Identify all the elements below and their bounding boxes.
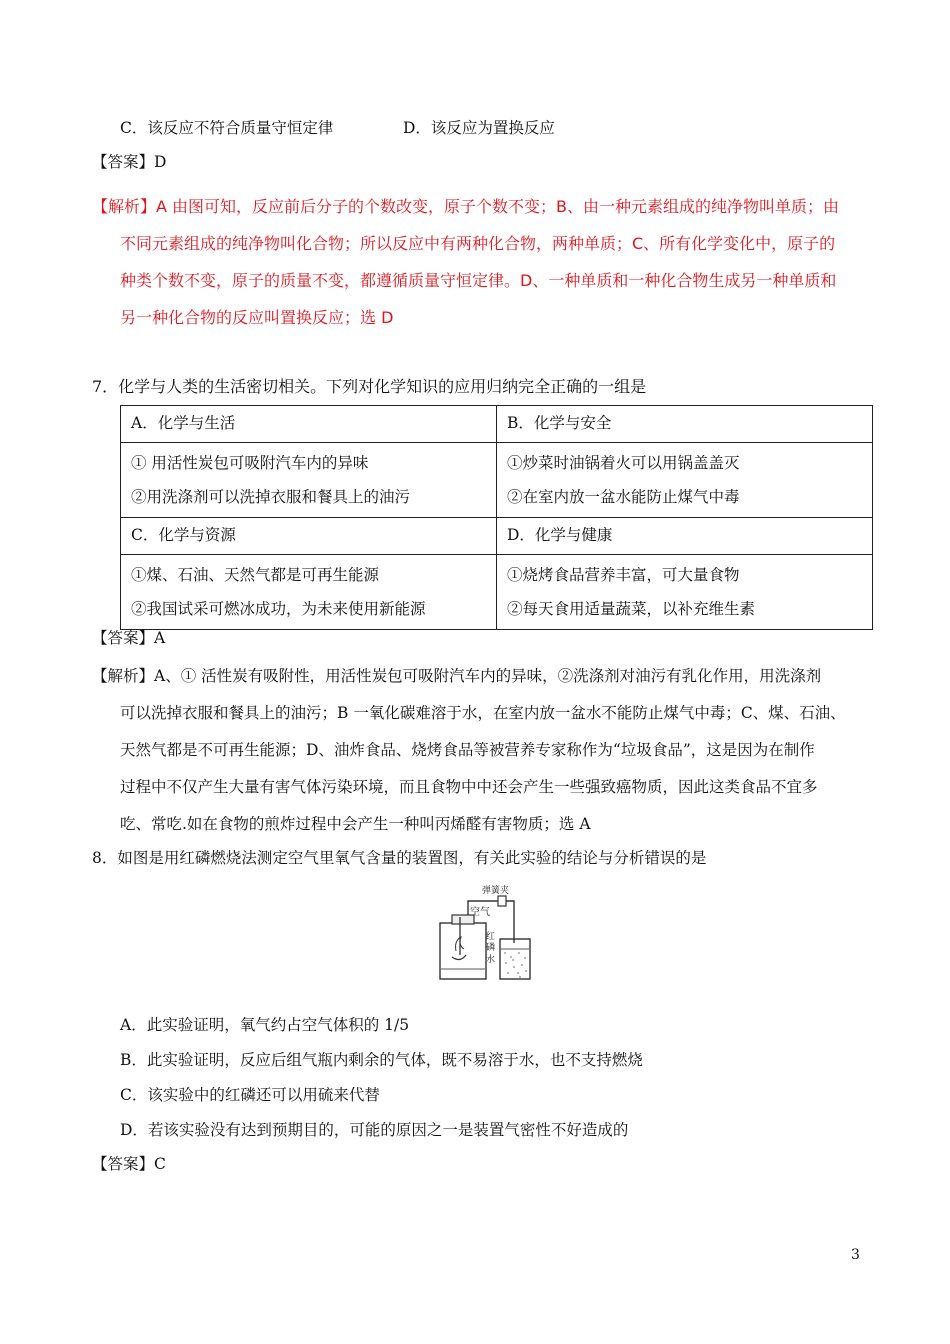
q8-option-a: A．此实验证明，氧气约占空气体积的 1/5 bbox=[120, 1016, 410, 1034]
q7-analysis-line-3: 天然气都是不可再生能源；D、油炸食品、烧烤食品等被营养专家称作为“垃圾食品”，这是因为在制作 bbox=[120, 741, 815, 759]
table-d-item-2: ②每天食用适量蔬菜，以补充维生素 bbox=[507, 600, 756, 618]
q6-option-d: D．该反应为置换反应 bbox=[403, 119, 555, 137]
label-clamp: 弹簧夹 bbox=[482, 886, 510, 896]
table-b-item-2: ②在室内放一盆水能防止煤气中毒 bbox=[507, 488, 740, 506]
q7-stem: 7．化学与人类的生活密切相关。下列对化学知识的应用归纳完全正确的一组是 bbox=[92, 377, 647, 396]
q7-options-table bbox=[120, 405, 873, 630]
red-phosphorus-apparatus-figure bbox=[434, 883, 532, 983]
table-cell-c-head: C．化学与资源 bbox=[121, 518, 497, 555]
table-b-item-1: ①炒菜时油锅着火可以用锅盖盖灭 bbox=[507, 454, 740, 472]
table-c-item-1: ①煤、石油、天然气都是可再生能源 bbox=[131, 566, 380, 584]
q8-option-d: D．若该实验没有达到预期目的，可能的原因之一是装置气密性不好造成的 bbox=[120, 1121, 629, 1139]
q7-analysis-line-2: 可以洗掉衣服和餐具上的油污；B 一氧化碳难溶于水，在室内放一盆水不能防止煤气中毒；C、煤、石油、 bbox=[120, 704, 846, 722]
q6-analysis-line-3: 种类个数不变，原子的质量不变，都遵循质量守恒定律。D、一种单质和一种化合物生成另一种单质和 bbox=[120, 271, 837, 290]
q7-answer: 【答案】A bbox=[92, 629, 166, 647]
label-red-1: 红 bbox=[486, 932, 496, 942]
label-air: 空气 bbox=[470, 907, 490, 918]
spring-clamp bbox=[498, 896, 506, 906]
q8-option-c: C．该实验中的红磷还可以用硫来代替 bbox=[120, 1086, 380, 1104]
q6-analysis-line-2: 不同元素组成的纯净物叫化合物；所以反应中有两种化合物，两种单质；C、所有化学变化中，原子的 bbox=[120, 234, 836, 253]
apparatus-diagram bbox=[434, 883, 532, 983]
table-cell-d-body bbox=[497, 555, 873, 630]
table-cell-d-head: D．化学与健康 bbox=[497, 518, 873, 555]
beaker-water bbox=[504, 952, 527, 978]
table-cell-c-body bbox=[121, 555, 497, 630]
table-a-item-2: ②用洗涤剂可以洗掉衣服和餐具上的油污 bbox=[131, 488, 411, 506]
q6-option-c: C．该反应不符合质量守恒定律 bbox=[120, 119, 334, 137]
page-number: 3 bbox=[851, 1247, 860, 1263]
beaker bbox=[500, 939, 530, 979]
table-cell-a-head: A．化学与生活 bbox=[121, 406, 497, 443]
q6-answer: 【答案】D bbox=[92, 153, 167, 171]
label-water: 水 bbox=[486, 955, 496, 965]
q8-answer: 【答案】C bbox=[92, 1155, 166, 1173]
q7-analysis-line-4: 过程中不仅产生大量有害气体污染环境，而且食物中中还会产生一些强致癌物质，因此这类食品不宜多 bbox=[120, 778, 818, 796]
gas-bottle bbox=[440, 923, 486, 979]
table-cell-b-body bbox=[497, 443, 873, 518]
table-c-item-2: ②我国试采可燃冰成功，为未来使用新能源 bbox=[131, 600, 426, 618]
combustion-spoon bbox=[452, 955, 466, 960]
q7-analysis-line-5: 吃、常吃.如在食物的煎炸过程中会产生一种叫丙烯醛有害物质；选 A bbox=[120, 815, 591, 833]
table-a-item-1: ① 用活性炭包可吸附汽车内的异味 bbox=[131, 454, 369, 472]
q8-stem: 8．如图是用红磷燃烧法测定空气里氧气含量的装置图，有关此实验的结论与分析错误的是 bbox=[92, 849, 707, 867]
label-red-2: 磷 bbox=[486, 943, 496, 953]
table-cell-a-body bbox=[121, 443, 497, 518]
q8-option-b: B．此实验证明，反应后组气瓶内剩余的气体，既不易溶于水，也不支持燃烧 bbox=[120, 1051, 643, 1069]
table-cell-b-head: B．化学与安全 bbox=[497, 406, 873, 443]
q6-analysis-line-4: 另一种化合物的反应叫置换反应；选 D bbox=[120, 308, 394, 327]
table-d-item-1: ①烧烤食品营养丰富，可大量食物 bbox=[507, 566, 740, 584]
q6-analysis-line-1: 【解析】A 由图可知，反应前后分子的个数改变，原子个数不变；B、由一种元素组成的纯净物叫单质；由 bbox=[92, 197, 840, 216]
q7-analysis-line-1: 【解析】A、① 活性炭有吸附性，用活性炭包可吸附汽车内的异味，②洗涤剂对油污有乳化作用，用洗涤剂 bbox=[92, 667, 822, 685]
